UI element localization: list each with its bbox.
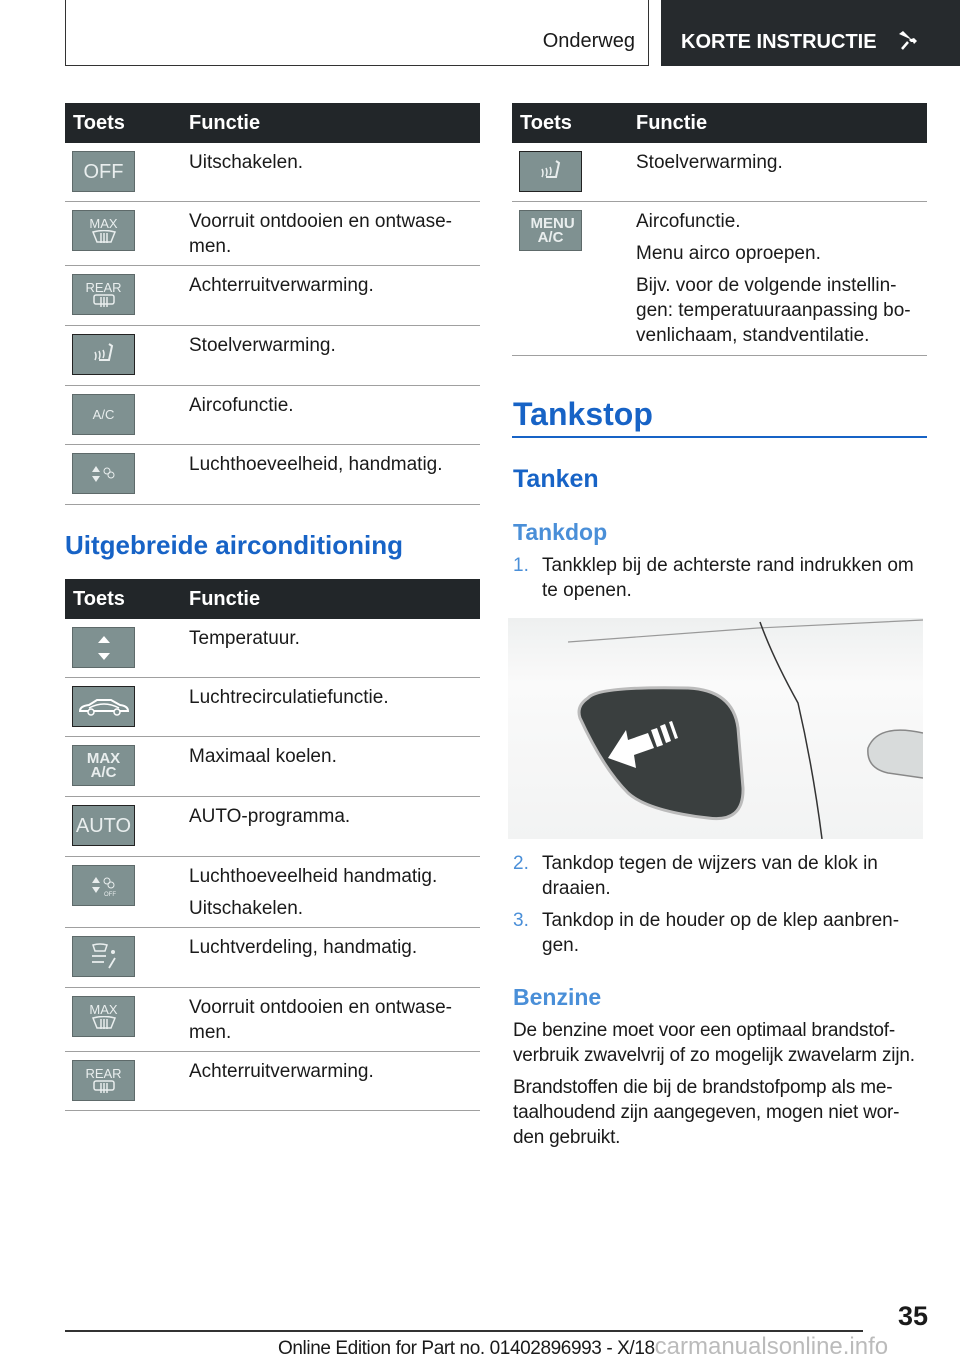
paragraph: De benzine moet voor een optimaal brandstof-verbruik zwavelvrij of zo mogelijk zwavelarm zijn. [513, 1020, 915, 1066]
footer [278, 1333, 888, 1361]
table-header [65, 103, 480, 143]
header-section: Onderweg [542, 30, 635, 52]
menu-ac-button-icon [519, 210, 582, 251]
steps-list-a [513, 553, 928, 610]
table-row [65, 386, 480, 445]
table-row [65, 928, 480, 988]
button-label: A/C [92, 406, 115, 422]
function-text: Menu airco oproepen. [636, 243, 821, 264]
col-header-function: Functie [189, 111, 261, 134]
function-text: Aircofunctie. [636, 211, 741, 232]
table-row [65, 1052, 480, 1111]
function-text: Voorruit ontdooien en ontwase-men. [189, 211, 453, 257]
chapter-title-tankstop: Tankstop [513, 396, 653, 432]
wrench-icon [896, 28, 920, 52]
title-rule [512, 436, 927, 438]
button-label: REAR [85, 1065, 122, 1081]
function-text: Luchthoeveelheid, handmatig. [189, 454, 443, 475]
function-text: Voorruit ontdooien en ontwase-men. [189, 997, 453, 1043]
table-row [65, 678, 480, 737]
fan-speed-button-icon [72, 453, 135, 494]
seat-heating-button-icon [519, 151, 582, 192]
function-text: Achterruitverwarming. [189, 275, 374, 296]
function-text: Temperatuur. [189, 628, 300, 649]
footer-rule [65, 1330, 863, 1332]
table-row [65, 326, 480, 386]
off-button-icon [72, 151, 135, 192]
table-row [512, 143, 927, 202]
table-row [65, 266, 480, 326]
benzine-text [513, 1018, 928, 1150]
rear-defrost-button-icon [72, 274, 135, 315]
button-label: REAR [85, 279, 122, 295]
function-text: Luchthoeveelheid handmatig. [189, 866, 438, 887]
button-label: OFF [83, 160, 124, 183]
function-text: Uitschakelen. [189, 152, 304, 173]
edition-text: Online Edition for Part no. 01402896993 - X/18 [278, 1338, 655, 1359]
step-1: 1. Tankklep bij de achterste rand indrukken om te openen. [513, 555, 914, 601]
step-2: 2. Tankdop tegen de wijzers van de klok in draaien. [513, 853, 878, 899]
table-row [65, 737, 480, 797]
heading-benzine: Benzine [513, 984, 602, 1010]
fuel-flap-image [508, 618, 923, 839]
buttons-table-continued [512, 103, 927, 356]
max-defrost-button-icon [72, 996, 135, 1037]
col-header-function: Functie [189, 587, 261, 610]
col-header-key: Toets [73, 111, 125, 134]
fan-off-button-icon [72, 865, 135, 906]
steps-list-b [513, 851, 928, 965]
function-text: Stoelverwarming. [189, 335, 336, 356]
watermark: carmanualsonline.info [654, 1333, 889, 1360]
table-row [65, 202, 480, 266]
button-label: MAX A/C [86, 749, 121, 781]
function-text: Luchtrecirculatiefunctie. [189, 687, 389, 708]
buttons-table [65, 103, 480, 505]
table-row [512, 202, 927, 356]
max-defrost-button-icon [72, 210, 135, 251]
function-text: Stoelverwarming. [636, 152, 783, 173]
page-number: 35 [897, 1301, 928, 1331]
seat-heating-button-icon [72, 334, 135, 375]
rear-defrost-button-icon [72, 1060, 135, 1101]
section-title-ac: Uitgebreide airconditioning [65, 530, 404, 560]
table-row [65, 143, 480, 202]
recirculation-button-icon [72, 686, 135, 727]
auto-button-icon [72, 805, 135, 846]
button-label: MAX [89, 1001, 118, 1017]
table-header [65, 579, 480, 619]
ac-buttons-table [65, 579, 480, 1111]
function-text: AUTO-programma. [189, 806, 351, 827]
table-row [65, 988, 480, 1052]
function-text: Uitschakelen. [189, 898, 304, 919]
chapter-title: KORTE INSTRUCTIE [681, 31, 877, 53]
air-distribution-button-icon [72, 936, 135, 977]
function-text: Maximaal koelen. [189, 746, 337, 767]
table-row [65, 857, 480, 928]
col-header-key: Toets [73, 587, 125, 610]
col-header-key: Toets [520, 111, 572, 134]
button-label: MENU A/C [530, 214, 575, 246]
header-chapter [661, 0, 960, 66]
function-text: Aircofunctie. [189, 395, 294, 416]
svg-text:OFF: OFF [103, 891, 116, 898]
function-text: Bijv. voor de volgende instellin-gen: temperatuuraanpassing bo-venlichaam, standventilatie. [636, 275, 911, 346]
temperature-button-icon [72, 627, 135, 668]
table-header [512, 103, 927, 143]
button-label: MAX [89, 215, 118, 231]
table-row [65, 619, 480, 678]
table-row [65, 797, 480, 857]
button-label: AUTO [75, 814, 132, 837]
function-text: Achterruitverwarming. [189, 1061, 374, 1082]
col-header-function: Functie [636, 111, 708, 134]
max-ac-button-icon [72, 745, 135, 786]
table-row [65, 445, 480, 505]
step-3: 3. Tankdop in de houder op de klep aanbren-gen. [513, 910, 900, 956]
function-text: Luchtverdeling, handmatig. [189, 937, 418, 958]
ac-button-icon [72, 394, 135, 435]
paragraph: Brandstoffen die bij de brandstofpomp als me-taalhoudend zijn aangegeven, mogen niet wor-den gebruikt. [513, 1077, 900, 1148]
heading-tanken: Tanken [513, 465, 599, 493]
heading-tankdop: Tankdop [513, 519, 608, 545]
